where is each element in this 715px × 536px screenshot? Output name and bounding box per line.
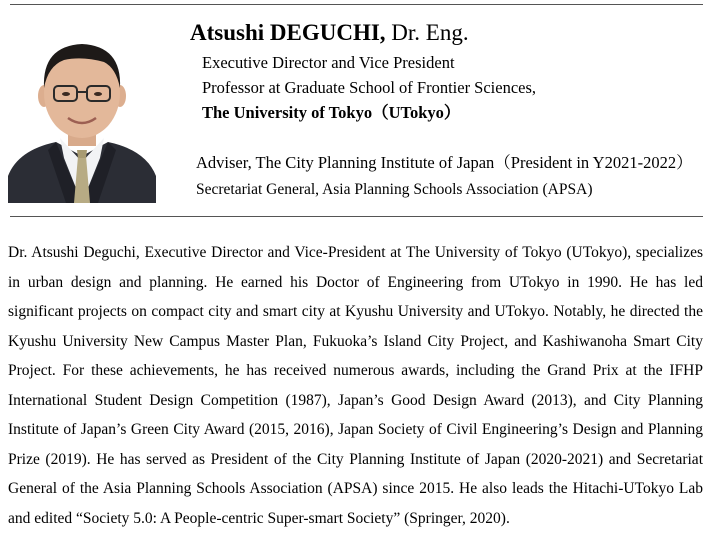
- university-name: The University of Tokyo（UTokyo）: [202, 103, 461, 122]
- adviser-role: Adviser, The City Planning Institute of Japan（President in Y2021-2022）: [196, 153, 693, 172]
- biography-paragraph: Dr. Atsushi Deguchi, Executive Director and Vice-President at The University of Tokyo (UTokyo), specializes in urban design and planning. He earned his Doctor of Engineering from UTokyo in 1990. He has led significant projects on compact city and smart city at Kyushu University and UTokyo. Notably, he directed the Kyushu University New Campus Master Plan, Fukuoka’s Island City Project, and Kashiwanoha Smart City Project. For these achievements, he has received numerous awards, including the Grand Prix at the IFHP International Student Design Competition (1987), Japan’s Good Design Award (2013), and City Planning Institute of Japan’s Green City Award (2015, 2016), Japan Society of Civil Engineering’s Design and Planning Prize (2019). He has served as President of the City Planning Institute of Japan (2020-2021) and Secretariat General of the Asia Planning Schools Association (APSA) since 2015. He also leads the Hitachi-UTokyo Lab and edited “Society 5.0: A People-centric Super-smart Society” (Springer, 2020).: [8, 244, 703, 527]
- position-professor: Professor at Graduate School of Frontier Sciences,: [202, 78, 537, 97]
- person-name: Atsushi DEGUCHI,: [190, 20, 386, 45]
- person-name-heading: [190, 18, 469, 48]
- secretariat-role: Secretariat General, Asia Planning Schools Association (APSA): [196, 181, 593, 198]
- portrait-photo: [8, 38, 156, 203]
- top-divider: [10, 4, 703, 5]
- person-degree: Dr. Eng.: [391, 20, 469, 45]
- section-divider: [10, 216, 703, 217]
- position-executive: Executive Director and Vice President: [202, 53, 455, 72]
